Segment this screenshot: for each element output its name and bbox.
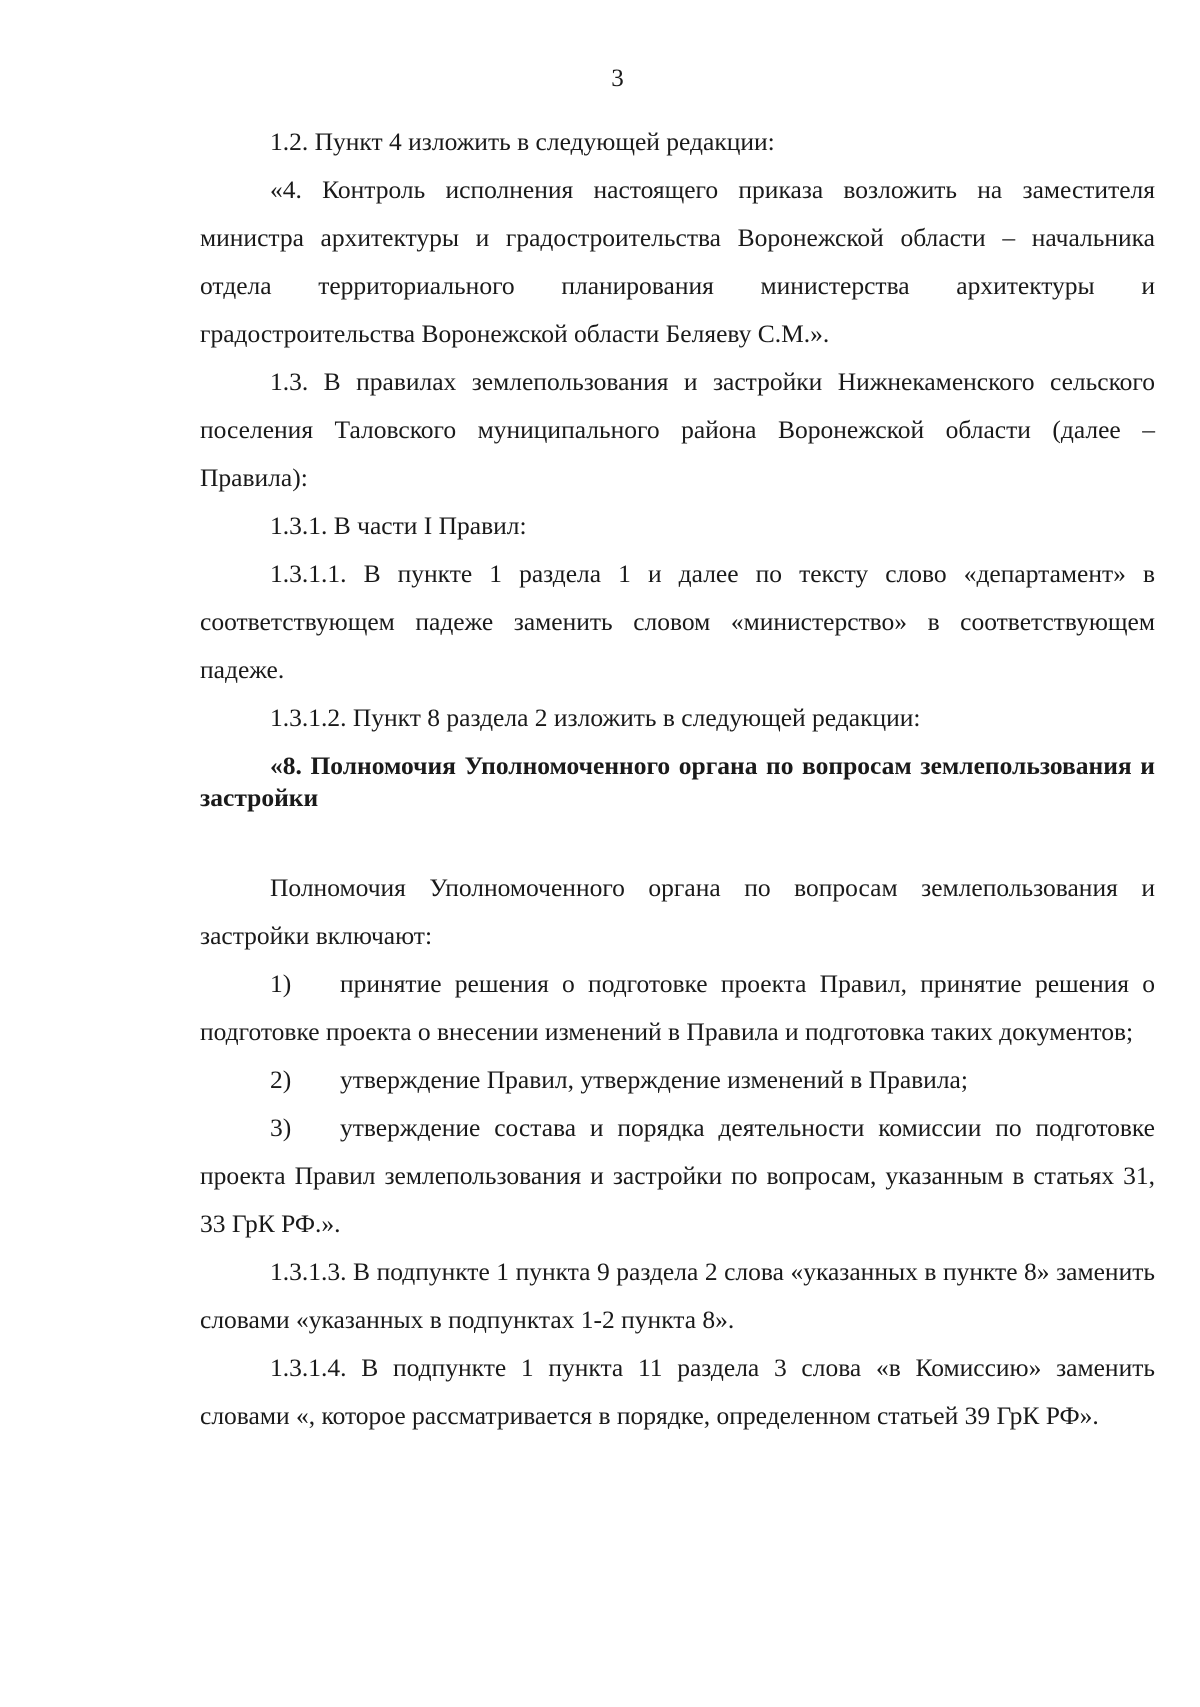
list-item-number: 3) <box>270 1113 292 1142</box>
section-heading: «8. Полномочия Уполномоченного органа по вопросам землепользования и застройки <box>200 751 1155 812</box>
list-item <box>200 1056 1155 1104</box>
spacer <box>200 814 1155 864</box>
paragraph-1-3-1-4: 1.3.1.4. В подпункте 1 пункта 11 раздела 3 слова «в Комиссию» заменить словами «, которое рассматривается в порядке, определенном статьей 39 ГрК РФ». <box>200 1353 1155 1430</box>
list-item-number: 2) <box>270 1065 292 1094</box>
paragraph-1-3-1-2: 1.3.1.2. Пункт 8 раздела 2 изложить в следующей редакции: <box>270 703 921 732</box>
paragraph-quote-4: «4. Контроль исполнения настоящего приказа возложить на заместителя министра архитектуры и градостроительства Воронежской области – начальника отдела территориального планирования министерства архитектуры и градостроительства Воронежской области Беляеву С.М.». <box>200 175 1155 348</box>
list-item <box>200 1104 1155 1248</box>
list-item-number: 1) <box>270 969 292 998</box>
paragraph-1-2: 1.2. Пункт 4 изложить в следующей редакции: <box>270 127 775 156</box>
paragraph-1-3-1-1: 1.3.1.1. В пункте 1 раздела 1 и далее по тексту слово «департамент» в соответствующем падеже заменить словом «министерство» в соответствующем падеже. <box>200 559 1155 684</box>
document-body <box>200 118 1155 1440</box>
page-number: 3 <box>611 65 624 92</box>
list-item <box>200 960 1155 1056</box>
paragraph-1-3: 1.3. В правилах землепользования и застройки Нижнекаменского сельского поселения Таловского муниципального района Воронежской области (далее – Правила): <box>200 367 1155 492</box>
paragraph-powers-intro: Полномочия Уполномоченного органа по вопросам землепользования и застройки включают: <box>200 873 1155 950</box>
list-item-text: утверждение состава и порядка деятельности комиссии по подготовке проекта Правил землепользования и застройки по вопросам, указанным в статьях 31, 33 ГрК РФ.». <box>200 1113 1155 1238</box>
paragraph-1-3-1-3: 1.3.1.3. В подпункте 1 пункта 9 раздела 2 слова «указанных в пункте 8» заменить словами «указанных в подпунктах 1-2 пункта 8». <box>200 1257 1155 1334</box>
list-item-text: принятие решения о подготовке проекта Правил, принятие решения о подготовке проекта о внесении изменений в Правила и подготовка таких документов; <box>200 969 1155 1046</box>
list-item-text: утверждение Правил, утверждение изменений в Правила; <box>340 1065 968 1094</box>
paragraph-1-3-1: 1.3.1. В части I Правил: <box>270 511 527 540</box>
